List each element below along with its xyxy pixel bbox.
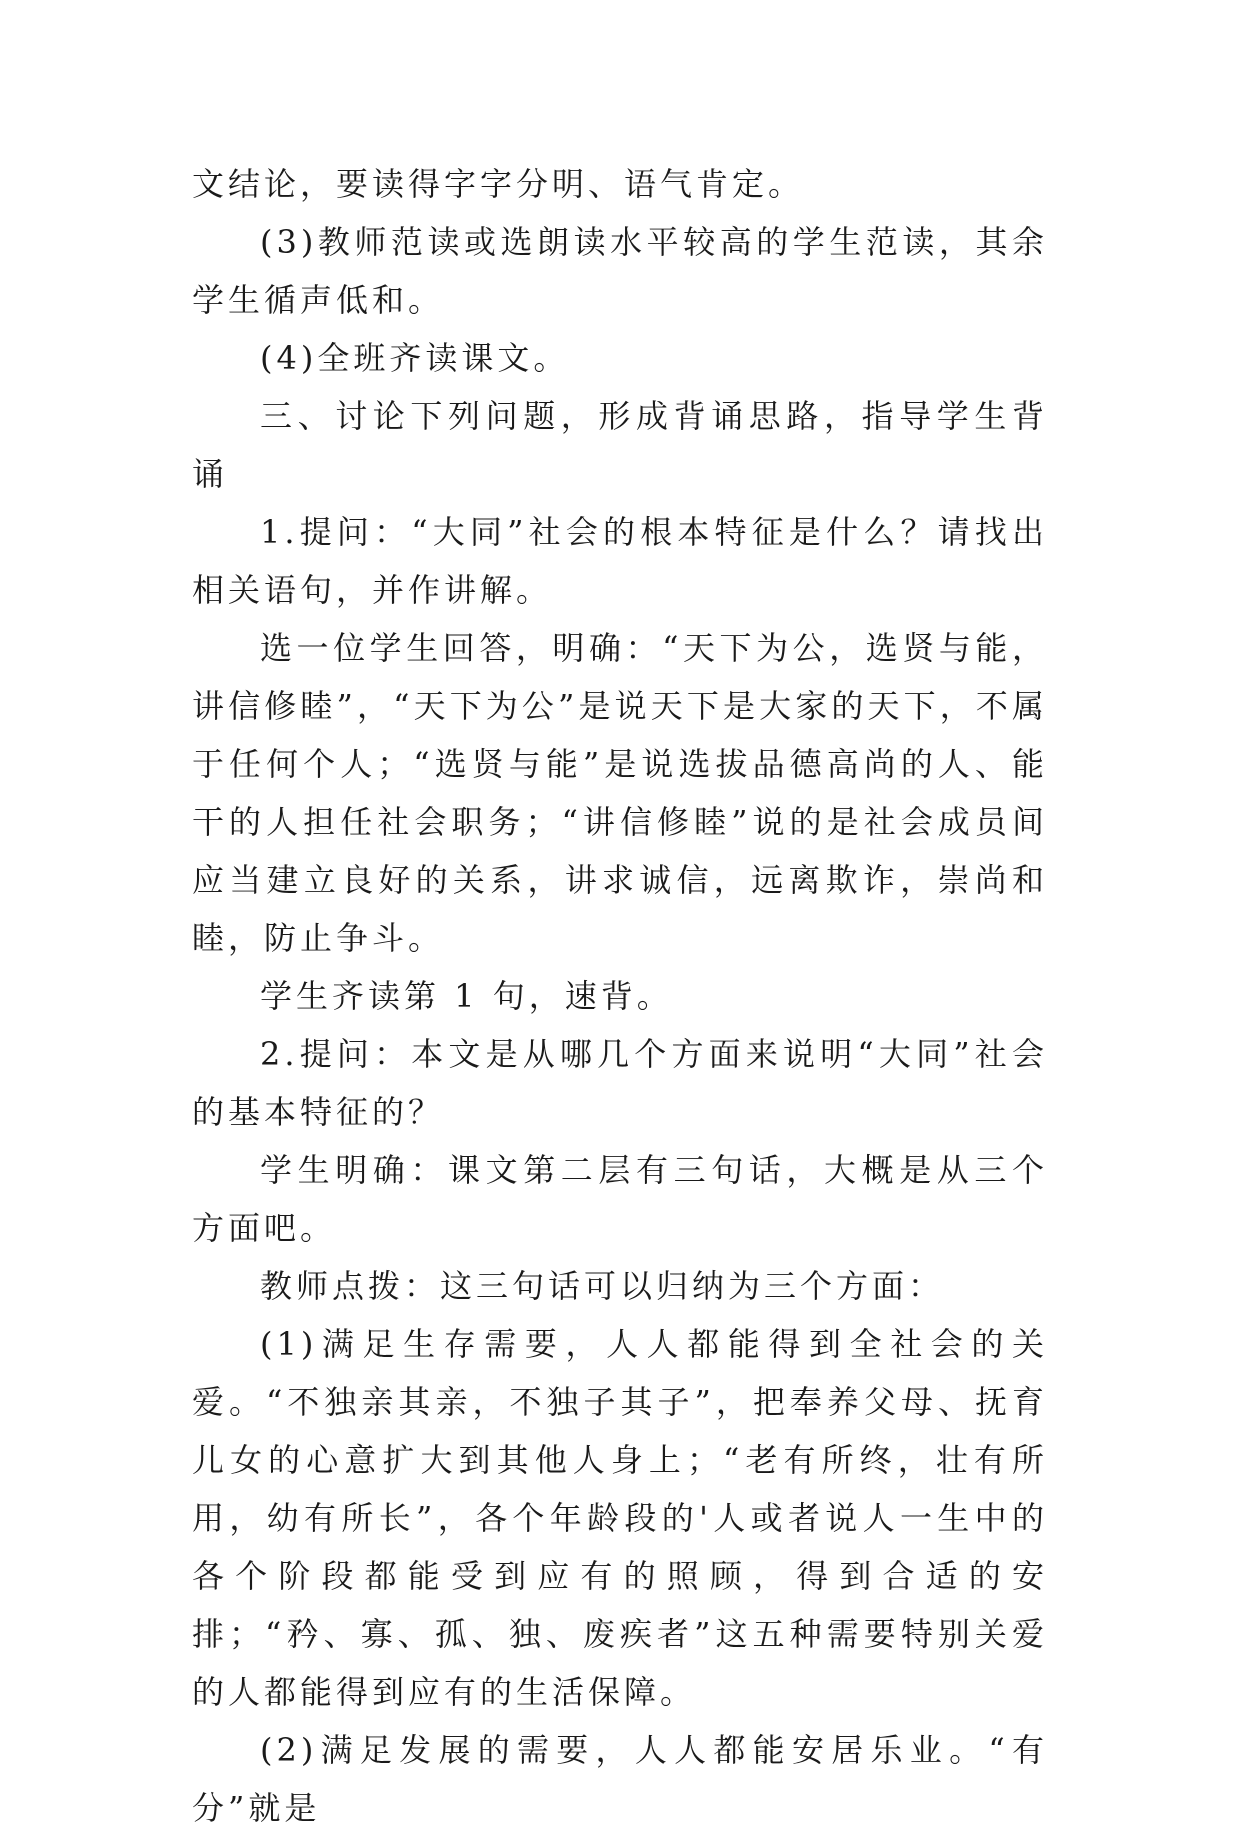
section-heading-3: 三、讨论下列问题，形成背诵思路，指导学生背诵 bbox=[192, 397, 1048, 493]
paragraph-question-2: 2.提问：本文是从哪几个方面来说明“大同”社会的基本特征的？ bbox=[192, 1035, 1048, 1131]
paragraph-answer-1: 选一位学生回答，明确：“天下为公，选贤与能，讲信修睦”，“天下为公”是说天下是大家的天下，不属于任何个人；“选贤与能”是说选拔品德高尚的人、能干的人担任社会职务；“讲信修睦”说的是社会成员间应当建立良好的关系，讲求诚信，远离欺诈，崇尚和睦，防止争斗。 bbox=[192, 629, 1048, 957]
paragraph-point-2: (2)满足发展的需要，人人都能安居乐业。“有分”就是 bbox=[192, 1731, 1048, 1827]
document-body bbox=[192, 155, 1048, 1837]
paragraph-3: (4)全班齐读课文。 bbox=[260, 339, 570, 377]
paragraph-teacher-guidance: 教师点拨：这三句话可以归纳为三个方面： bbox=[260, 1267, 945, 1305]
paragraph-2: (3)教师范读或选朗读水平较高的学生范读，其余学生循声低和。 bbox=[192, 223, 1048, 319]
paragraph-question-1: 1.提问：“大同”社会的根本特征是什么？请找出相关语句，并作讲解。 bbox=[192, 513, 1048, 609]
paragraph-point-1: (1)满足生存需要，人人都能得到全社会的关爱。“不独亲其亲，不独子其子”，把奉养父母、抚育儿女的心意扩大到其他人身上；“老有所终，壮有所用，幼有所长”，各个年龄段的'人或者说人一生中的各个阶段都能受到应有的照顾，得到合适的安排；“矜、寡、孤、独、废疾者”这五种需要特别关爱的人都能得到应有的生活保障。 bbox=[192, 1325, 1048, 1711]
paragraph-student-answer: 学生明确：课文第二层有三句话，大概是从三个方面吧。 bbox=[192, 1151, 1048, 1247]
paragraph-1: 文结论，要读得字字分明、语气肯定。 bbox=[192, 165, 805, 203]
paragraph-recite-1: 学生齐读第 1 句，速背。 bbox=[260, 977, 673, 1015]
